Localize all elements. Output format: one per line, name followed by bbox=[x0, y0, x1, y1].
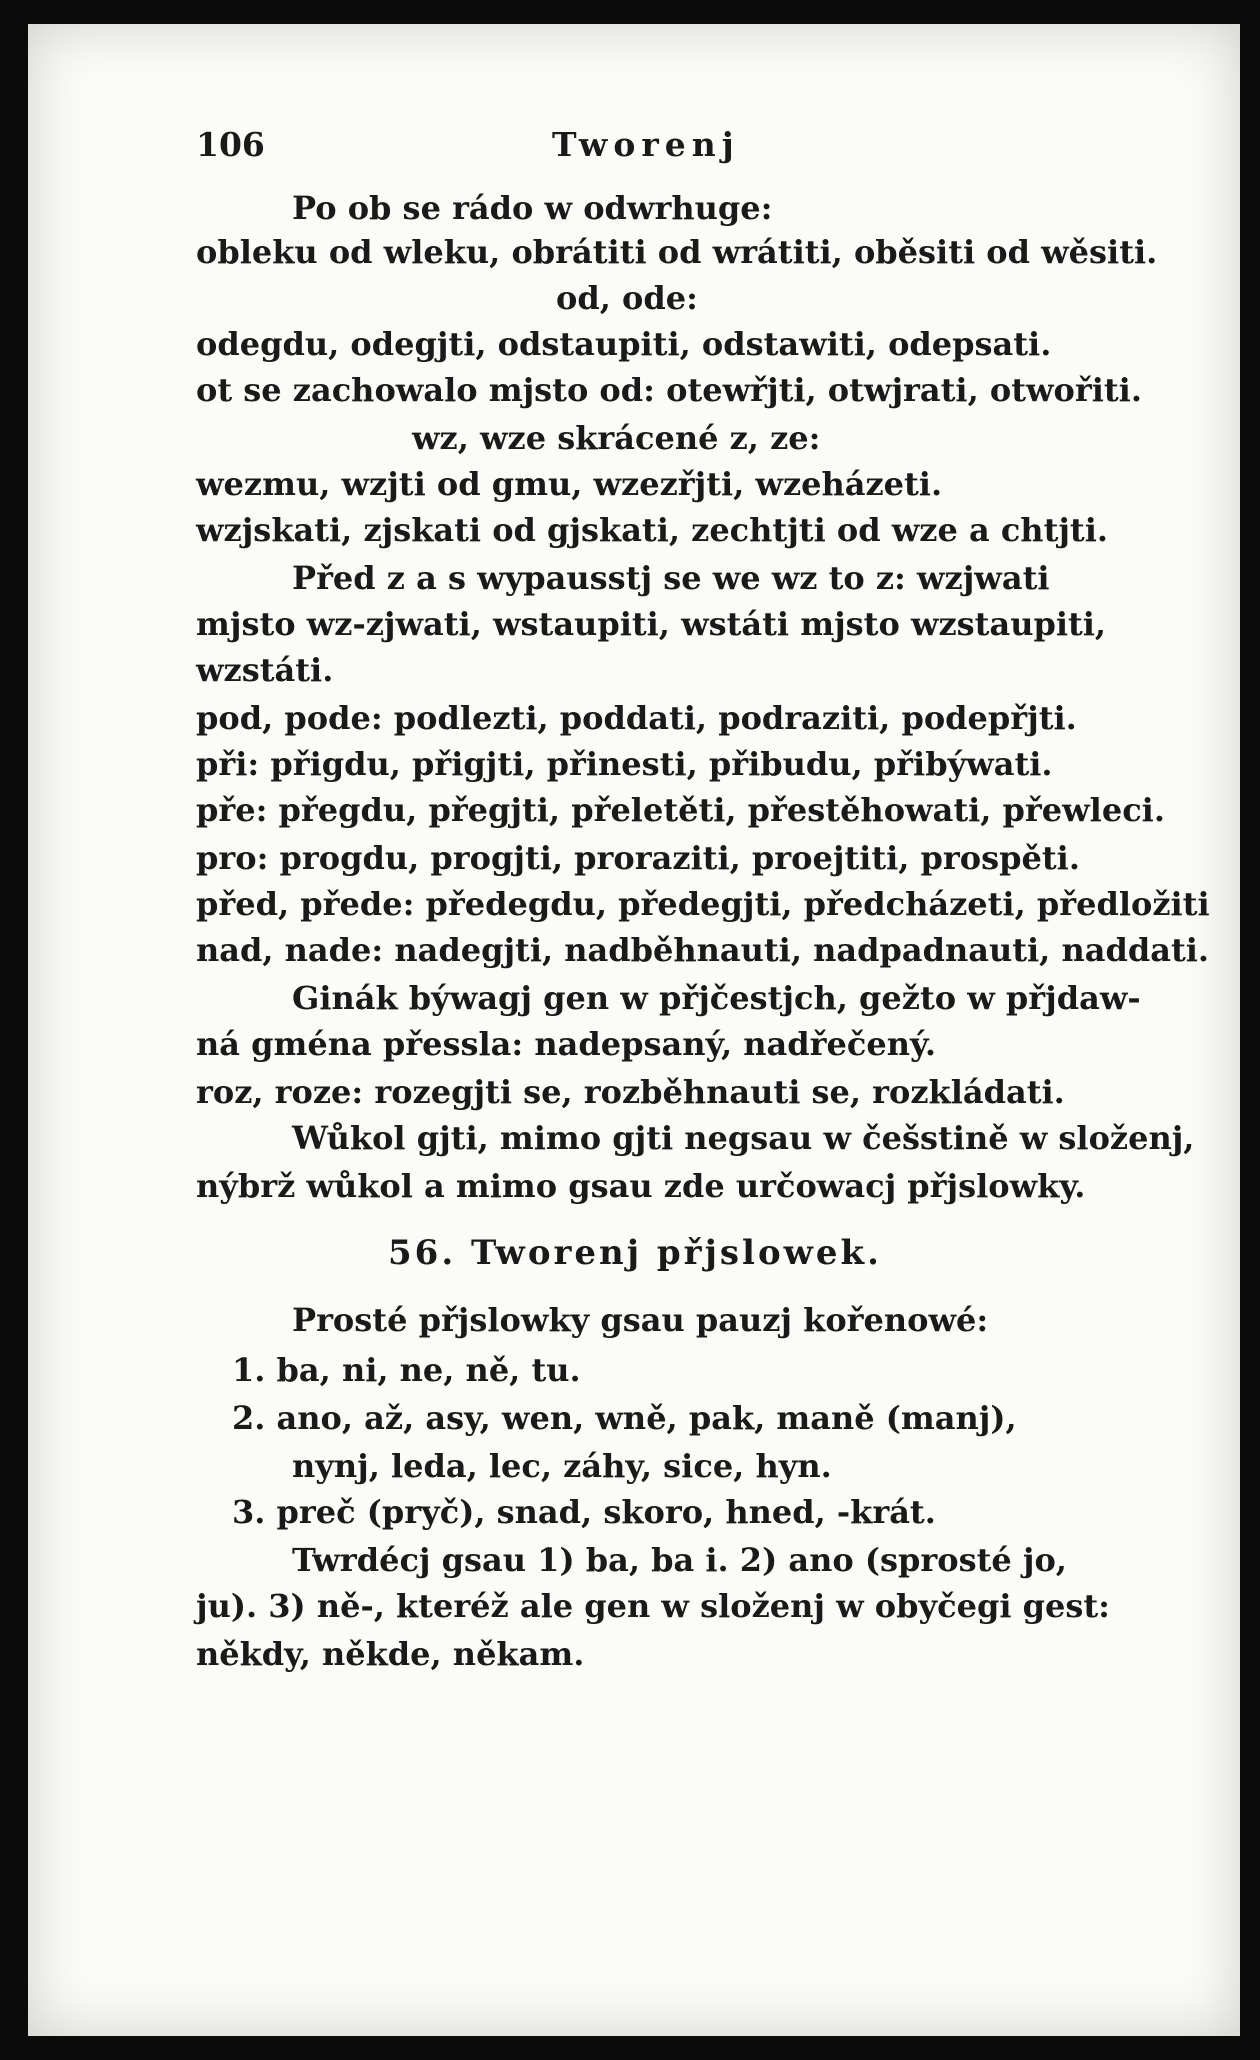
text-line: Ginák býwagj gen w přjčestjch, gežto w přjdaw- bbox=[292, 979, 1141, 1017]
text-line: Wůkol gjti, mimo gjti negsau w češstině w složenj, bbox=[292, 1119, 1195, 1157]
list-item: 2. ano, až, asy, wen, wně, pak, maně (manj), bbox=[232, 1399, 1017, 1437]
text-line: pod, pode: podlezti, poddati, podraziti, podepřjti. bbox=[196, 699, 1077, 737]
text-line: ot se zachowalo mjsto od: otewřjti, otwjrati, otwořiti. bbox=[196, 371, 1142, 409]
book-page bbox=[28, 24, 1240, 2036]
text-line: mjsto wz-zjwati, wstaupiti, wstáti mjsto wzstaupiti, bbox=[196, 605, 1107, 643]
list-item: 1. ba, ni, ne, ně, tu. bbox=[232, 1351, 581, 1389]
page-number: 106 bbox=[196, 125, 265, 164]
text-line: roz, roze: rozegjti se, rozběhnauti se, rozkládati. bbox=[196, 1073, 1065, 1111]
text-line: ná gména přessla: nadepsaný, nadřečený. bbox=[196, 1025, 937, 1063]
text-line: nýbrž wůkol a mimo gsau zde určowacj přjslowky. bbox=[196, 1167, 1086, 1205]
text-line: pro: progdu, progjti, proraziti, proejtiti, prospěti. bbox=[196, 839, 1080, 877]
text-line: Prosté přjslowky gsau pauzj kořenowé: bbox=[292, 1301, 989, 1339]
text-line: Před z a s wypausstj se we wz to z: wzjwati bbox=[292, 559, 1050, 597]
text-line: Twrdécj gsau 1) ba, ba i. 2) ano (sprosté jo, bbox=[292, 1541, 1067, 1579]
text-line: wezmu, wzjti od gmu, wzezřjti, wzeházeti. bbox=[196, 465, 943, 503]
list-item: 3. preč (pryč), snad, skoro, hned, -krát. bbox=[232, 1493, 936, 1531]
text-line: nad, nade: nadegjti, nadběhnauti, nadpadnauti, naddati. bbox=[196, 931, 1210, 969]
text-line: odegdu, odegjti, odstaupiti, odstawiti, odepsati. bbox=[196, 325, 1052, 363]
text-line: někdy, někde, někam. bbox=[196, 1635, 585, 1673]
text-line: pře: přegdu, přegjti, přeletěti, přestěhowati, přewleci. bbox=[196, 791, 1165, 829]
text-line: při: přigdu, přigjti, přinesti, přibudu, přibýwati. bbox=[196, 745, 1053, 783]
text-line: obleku od wleku, obrátiti od wrátiti, oběsiti od wěsiti. bbox=[196, 233, 1158, 271]
text-line: wzstáti. bbox=[196, 651, 334, 689]
section-heading: 56. Tworenj přjslowek. bbox=[388, 1233, 882, 1273]
text-line: wzjskati, zjskati od gjskati, zechtjti od wze a chtjti. bbox=[196, 511, 1108, 549]
text-line: před, přede: předegdu, předegjti, předcházeti, předložiti bbox=[196, 885, 1210, 923]
text-line: od, ode: bbox=[556, 279, 698, 317]
list-item-continuation: nynj, leda, lec, záhy, sice, hyn. bbox=[292, 1447, 832, 1485]
text-line: Po ob se rádo w odwrhuge: bbox=[292, 189, 773, 227]
text-line: ju). 3) ně-, kteréž ale gen w složenj w obyčegi gest: bbox=[196, 1587, 1110, 1625]
running-head: Tworenj bbox=[552, 125, 740, 164]
page-content bbox=[28, 24, 1240, 2036]
text-line: wz, wze skrácené z, ze: bbox=[412, 419, 821, 457]
